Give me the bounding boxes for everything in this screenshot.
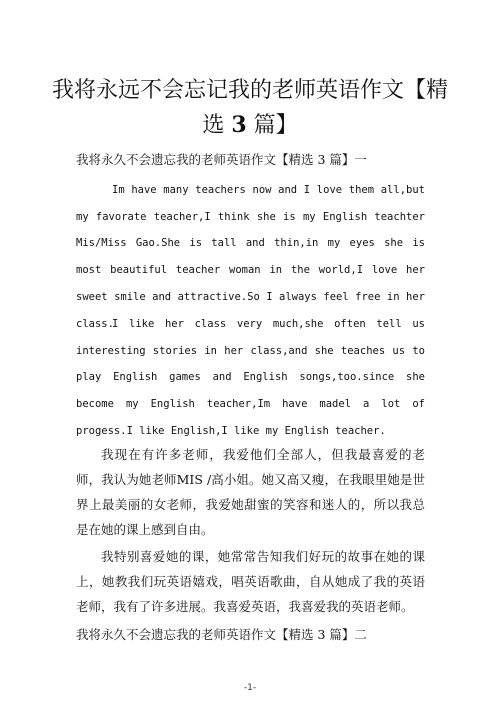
section-2-heading: 我将永久不会遗忘我的老师英语作文【精选 3 篇】二: [76, 627, 367, 642]
paragraph-chinese-2: 我特别喜爱她的课，她常常告知我们好玩的故事在她的课上，她教我们玩英语嬉戏，唱英语歌曲，自从她成了我的英语老师，我有了许多进展。我喜爱英语，我喜爱我的英语老师。: [76, 549, 425, 614]
paragraph-english-1: Im have many teachers now and I love them all,but my favorate teacher,I think she is my English teachter Mis/Miss Gao.She is tall and thin,in my eyes she is most beautiful teacher woman in the world,I love her sweet smile and attractive.So I always feel free in her class.: [76, 184, 425, 330]
title-line-2-suffix: 篇】: [246, 113, 298, 138]
document-title: [40, 74, 460, 143]
page-number: -1-: [243, 683, 257, 693]
paragraph-english-2: I like her class very much,she often tell us interesting stories in her class,and she teaches us to play English games and English songs,too.since she become my English teacher,Im have madel a lot of progess.I like English,I like my English teacher.: [76, 318, 425, 437]
paragraph-chinese-1: 我现在有许多老师，我爱他们全部人，但我最喜爱的老师，我认为她老师MIS /高小姐。她又高又瘦，在我眼里她是世界上最美丽的女老师，我爱她甜蜜的笑容和迷人的，所以我总是在她的课上感到自由。: [76, 447, 425, 537]
title-line-2-prefix: 选: [202, 113, 232, 138]
title-line-2-number: 3: [231, 112, 247, 138]
title-line-1: 我将永远不会忘记我的老师英语作文【精: [51, 78, 448, 103]
section-1-heading: 我将永久不会遗忘我的老师英语作文【精选 3 篇】一: [76, 152, 367, 167]
